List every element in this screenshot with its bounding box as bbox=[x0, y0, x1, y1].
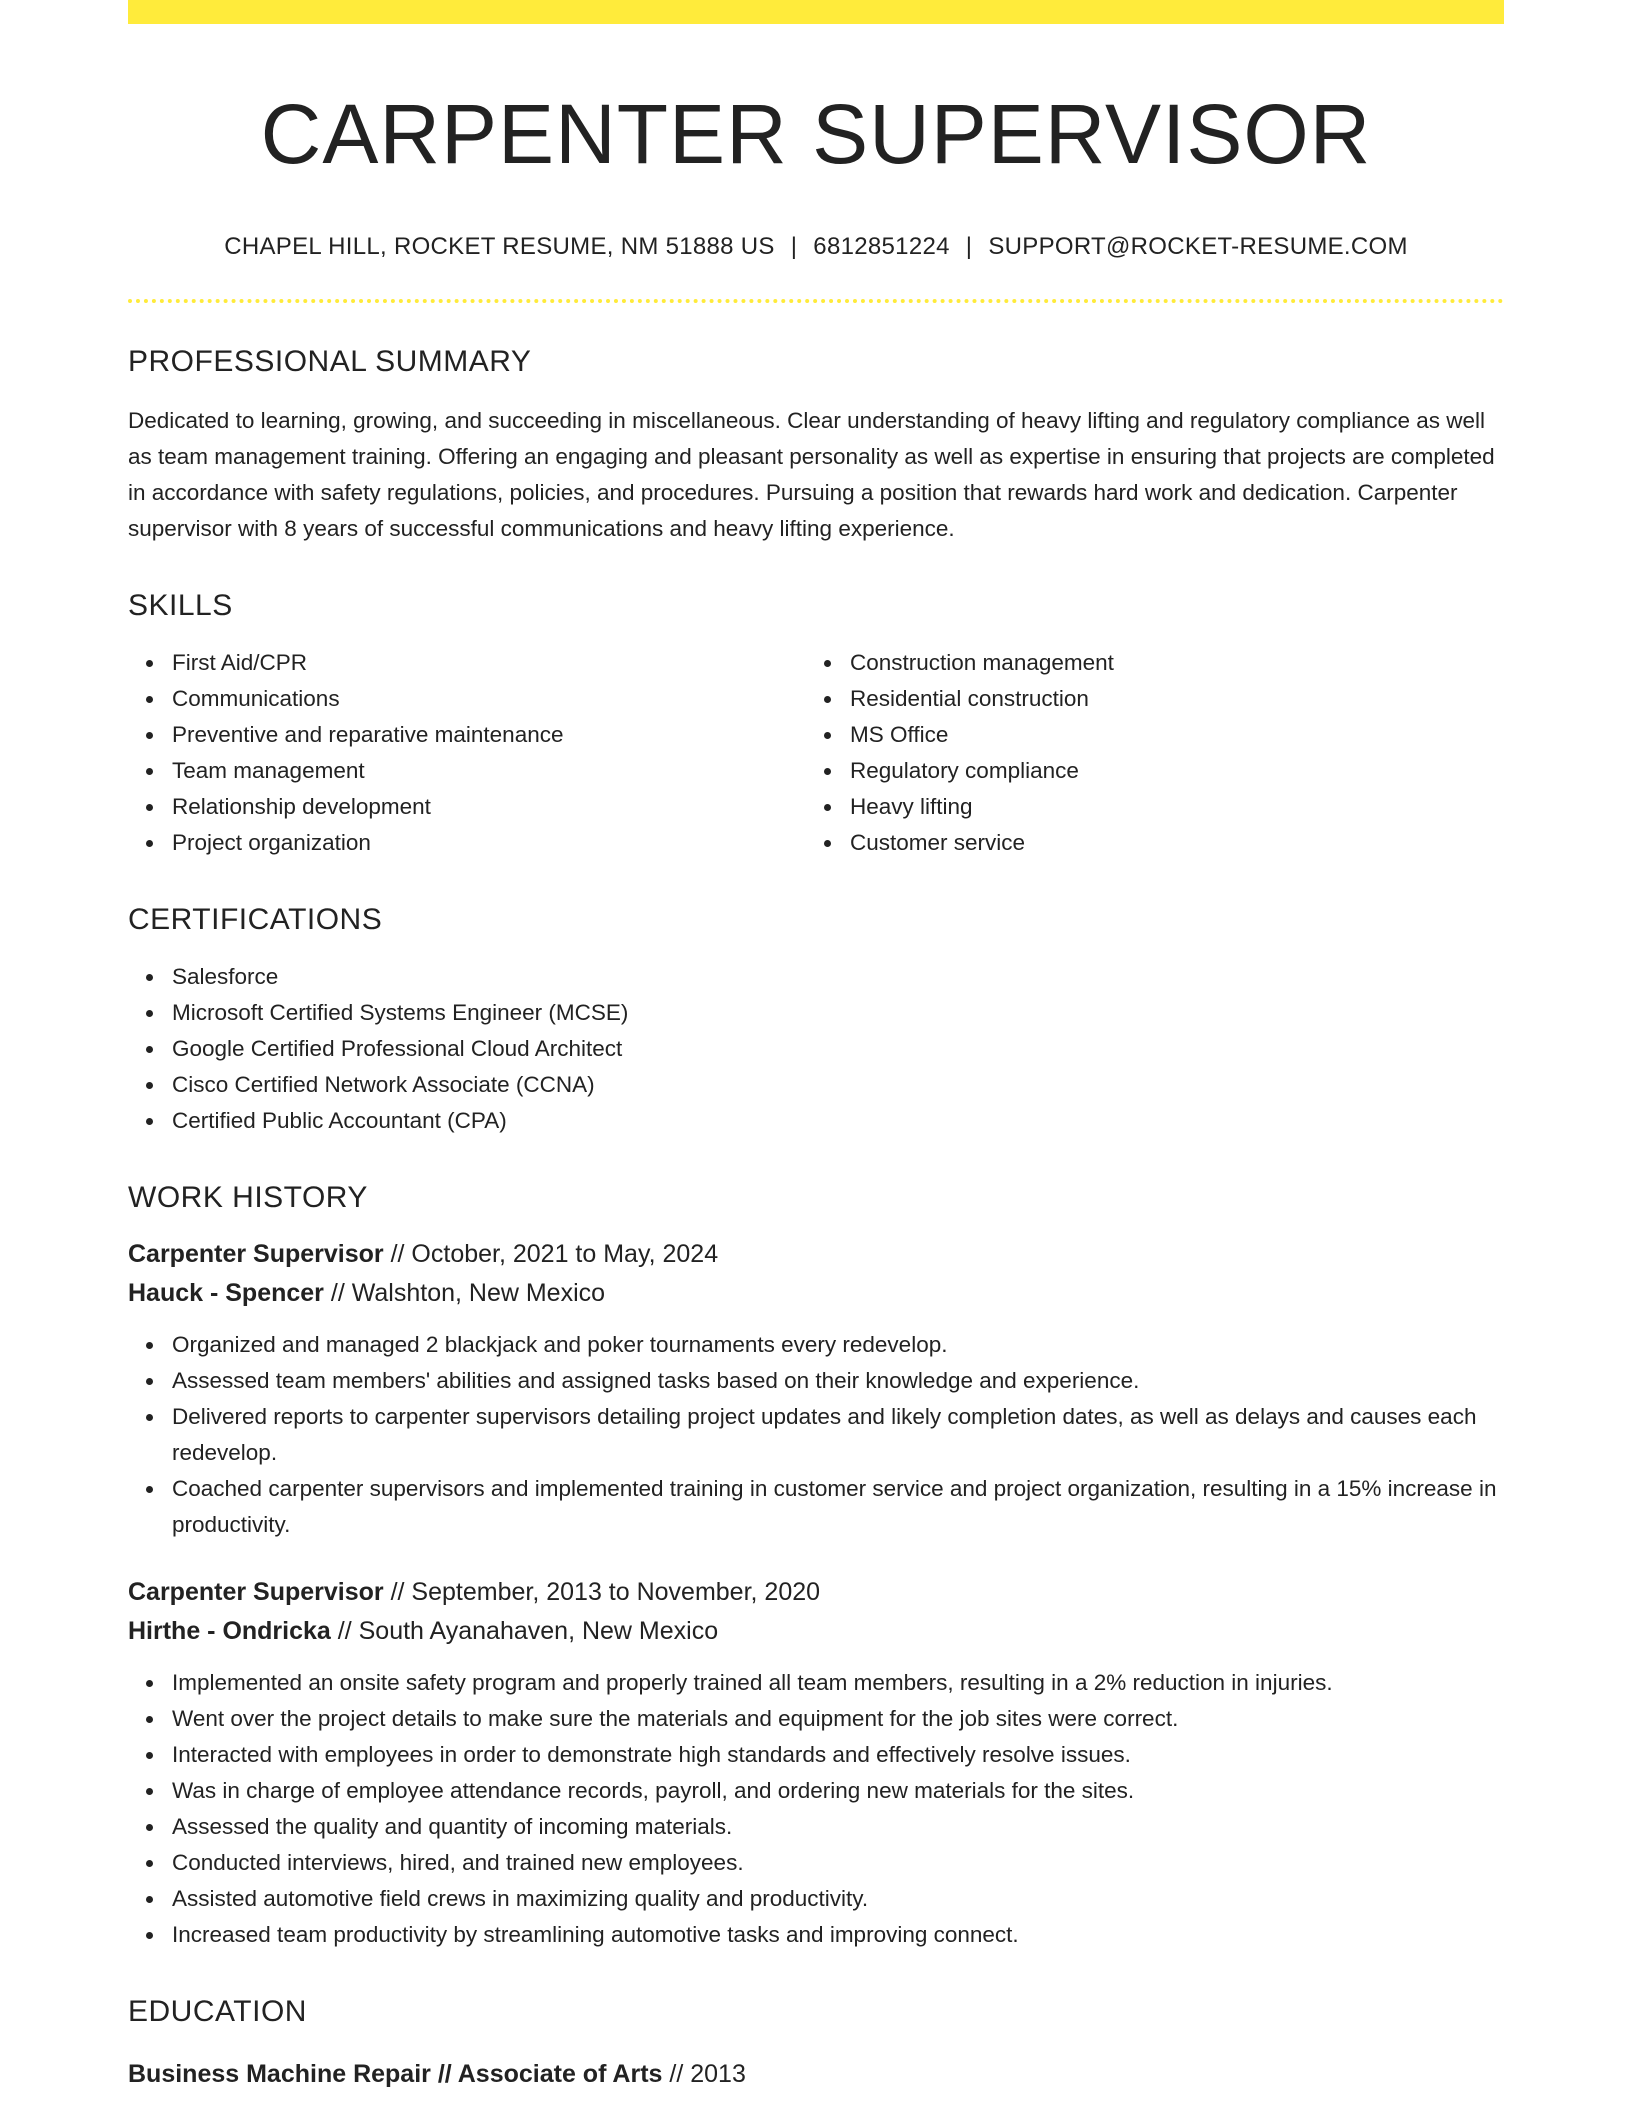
job-title-line bbox=[128, 1573, 1504, 1612]
candidate-name: CARPENTER SUPERVISOR bbox=[260, 87, 1372, 181]
job-bullet: Delivered reports to carpenter supervisors detailing project updates and likely completion dates, as well as delays and causes each redevelop. bbox=[172, 1399, 1504, 1471]
skill-item: Heavy lifting bbox=[850, 789, 1470, 825]
job-role: Carpenter Supervisor bbox=[128, 1577, 384, 1606]
job-title-line bbox=[128, 1235, 1504, 1274]
education-degree: Business Machine Repair // Associate of Arts bbox=[128, 2059, 663, 2088]
skill-item: Residential construction bbox=[850, 681, 1470, 717]
contact-separator: | bbox=[790, 232, 798, 260]
skill-item: Customer service bbox=[850, 825, 1470, 861]
job-bullet: Organized and managed 2 blackjack and poker tournaments every redevelop. bbox=[172, 1327, 1504, 1363]
contact-separator: | bbox=[965, 232, 973, 260]
education-year: // 2013 bbox=[669, 2059, 746, 2088]
job-role: Carpenter Supervisor bbox=[128, 1239, 384, 1268]
skill-item: Project organization bbox=[172, 825, 806, 861]
skill-item: Preventive and reparative maintenance bbox=[172, 717, 806, 753]
job-company-line bbox=[128, 1612, 1504, 1651]
contact-phone: 6812851224 bbox=[813, 232, 950, 260]
dotted-divider bbox=[128, 299, 1504, 303]
job-company: Hirthe - Ondricka bbox=[128, 1616, 331, 1645]
certification-item: Google Certified Professional Cloud Architect bbox=[172, 1031, 1504, 1067]
job-bullet: Conducted interviews, hired, and trained new employees. bbox=[172, 1845, 1504, 1881]
job-bullet: Assisted automotive field crews in maximizing quality and productivity. bbox=[172, 1881, 1504, 1917]
job-bullet: Interacted with employees in order to demonstrate high standards and effectively resolve issues. bbox=[172, 1737, 1504, 1773]
section-title-certifications: CERTIFICATIONS bbox=[128, 902, 383, 936]
job-bullet: Went over the project details to make sure the materials and equipment for the job sites were correct. bbox=[172, 1701, 1504, 1737]
contact-line bbox=[128, 233, 1504, 261]
job-bullets bbox=[128, 1327, 1504, 1543]
job-bullet: Coached carpenter supervisors and implemented training in customer service and project organization, resulting in a 15% increase in productivity. bbox=[172, 1471, 1504, 1543]
skill-item: First Aid/CPR bbox=[172, 645, 806, 681]
job-bullet: Implemented an onsite safety program and properly trained all team members, resulting in a 2% reduction in injuries. bbox=[172, 1665, 1504, 1701]
certifications-list bbox=[128, 959, 1504, 1139]
skills-list-right bbox=[806, 645, 1470, 861]
job-bullet: Increased team productivity by streamlining automotive tasks and improving connect. bbox=[172, 1917, 1504, 1953]
job-entry bbox=[128, 1573, 1504, 1953]
certification-item: Certified Public Accountant (CPA) bbox=[172, 1103, 1504, 1139]
certification-item: Salesforce bbox=[172, 959, 1504, 995]
job-entry bbox=[128, 1235, 1504, 1543]
skill-item: Team management bbox=[172, 753, 806, 789]
job-bullets bbox=[128, 1665, 1504, 1953]
accent-top-bar bbox=[128, 0, 1504, 24]
section-title-education: EDUCATION bbox=[128, 1994, 307, 2028]
skill-item: Regulatory compliance bbox=[850, 753, 1470, 789]
job-bullet: Was in charge of employee attendance records, payroll, and ordering new materials for the sites. bbox=[172, 1773, 1504, 1809]
skill-item: Communications bbox=[172, 681, 806, 717]
skills-grid bbox=[128, 645, 1504, 861]
certification-item: Microsoft Certified Systems Engineer (MCSE) bbox=[172, 995, 1504, 1031]
education-entry bbox=[128, 2055, 1504, 2094]
section-title-work-history: WORK HISTORY bbox=[128, 1180, 368, 1214]
resume-page bbox=[128, 0, 1504, 2094]
job-company: Hauck - Spencer bbox=[128, 1278, 324, 1307]
skill-item: MS Office bbox=[850, 717, 1470, 753]
job-bullet: Assessed team members' abilities and assigned tasks based on their knowledge and experience. bbox=[172, 1363, 1504, 1399]
skill-item: Construction management bbox=[850, 645, 1470, 681]
summary-text: Dedicated to learning, growing, and succeeding in miscellaneous. Clear understanding of heavy lifting and regulatory compliance as well as team management training. Offering an engaging and pleasant personality as well as expertise in ensuring that projects are completed in accordance with safety regulations, policies, and procedures. Pursuing a position that rewards hard work and dedication. Carpenter supervisor with 8 years of successful communications and heavy lifting experience. bbox=[128, 407, 1495, 541]
section-title-summary: PROFESSIONAL SUMMARY bbox=[128, 344, 532, 378]
job-company-line bbox=[128, 1274, 1504, 1313]
job-dates: // September, 2013 to November, 2020 bbox=[390, 1577, 821, 1606]
job-bullet: Assessed the quality and quantity of incoming materials. bbox=[172, 1809, 1504, 1845]
job-location: // South Ayanahaven, New Mexico bbox=[337, 1616, 719, 1645]
job-dates: // October, 2021 to May, 2024 bbox=[390, 1239, 719, 1268]
contact-email: SUPPORT@ROCKET-RESUME.COM bbox=[988, 232, 1408, 260]
skill-item: Relationship development bbox=[172, 789, 806, 825]
section-title-skills: SKILLS bbox=[128, 588, 233, 622]
skills-list-left bbox=[128, 645, 806, 861]
contact-address: CHAPEL HILL, ROCKET RESUME, NM 51888 US bbox=[224, 232, 775, 260]
job-location: // Walshton, New Mexico bbox=[330, 1278, 606, 1307]
certification-item: Cisco Certified Network Associate (CCNA) bbox=[172, 1067, 1504, 1103]
